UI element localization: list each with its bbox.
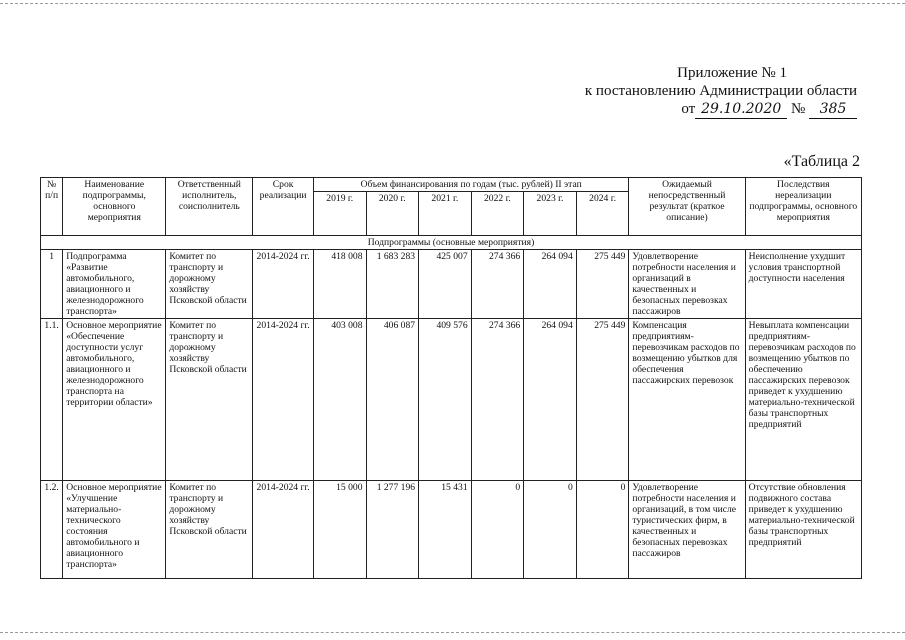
row-value: 275 449: [576, 319, 629, 481]
row-value: 1 277 196: [366, 481, 419, 579]
appendix-subtitle: к постановлению Администрации области: [584, 83, 857, 99]
row-value: 0: [524, 481, 577, 579]
section-title: Подпрограммы (основные мероприятия): [41, 236, 862, 250]
table-row: [41, 250, 862, 319]
row-value: 418 008: [313, 250, 366, 319]
row-value: 274 366: [471, 319, 524, 481]
header-name: Наименование подпрограммы, основного мероприятия: [63, 178, 166, 236]
row-value: 403 008: [313, 319, 366, 481]
table-label: «Таблица 2: [783, 153, 860, 170]
row-term: 2014-2024 гг.: [253, 319, 314, 481]
row-value: 409 576: [419, 319, 472, 481]
row-value: 264 094: [524, 250, 577, 319]
header-executor: Ответственный исполнитель, соисполнитель: [166, 178, 253, 236]
row-name: Основное мероприятие «Улучшение материально-технического состояния автомобильного и авиационного транспорта»: [63, 481, 166, 579]
row-value: 274 366: [471, 250, 524, 319]
header-year: 2022 г.: [471, 192, 524, 236]
table-row: [41, 319, 862, 481]
scan-edge-bottom: [0, 632, 905, 633]
row-executor: Комитет по транспорту и дорожному хозяйству Псковской области: [166, 250, 253, 319]
row-consequences: Невыплата компенсации предприятиям-перевозчикам расходов по возмещению убытков по обеспечению пассажирских перевозок приведет к ухудшению материально-технической базы транспортных предприятий: [745, 319, 861, 481]
row-executor: Комитет по транспорту и дорожному хозяйству Псковской области: [166, 481, 253, 579]
appendix-date-line: [585, 100, 857, 119]
row-executor: Комитет по транспорту и дорожному хозяйству Псковской области: [166, 319, 253, 481]
table-row: [41, 481, 862, 579]
header-consequences: Последствия нереализации подпрограммы, основного мероприятия: [745, 178, 861, 236]
row-num: 1.1.: [41, 319, 63, 481]
row-value: 15 000: [313, 481, 366, 579]
header-num: № п/п: [41, 178, 63, 236]
handwritten-number: 385: [809, 100, 857, 119]
header-year: 2020 г.: [366, 192, 419, 236]
header-year: 2021 г.: [419, 192, 472, 236]
row-term: 2014-2024 гг.: [253, 481, 314, 579]
appendix-header: [585, 64, 857, 119]
row-name: Основное мероприятие «Обеспечение доступности услуг автомобильного, авиационного и железнодорожного транспорта на территории области»: [63, 319, 166, 481]
header-year: 2019 г.: [313, 192, 366, 236]
row-num: 1.2.: [41, 481, 63, 579]
appendix-title: Приложение № 1: [677, 65, 787, 81]
row-value: 264 094: [524, 319, 577, 481]
date-prefix: от: [681, 101, 696, 117]
row-value: 0: [471, 481, 524, 579]
row-consequences: Отсутствие обновления подвижного состава приведет к ухудшению материально-технической базы транспортных предприятий: [745, 481, 861, 579]
header-funding-group: Объем финансирования по годам (тыс. рублей) II этап: [313, 178, 628, 192]
header-year: 2024 г.: [576, 192, 629, 236]
funding-table: [40, 177, 862, 579]
row-value: 0: [576, 481, 629, 579]
row-consequences: Неисполнение ухудшит условия транспортной доступности населения: [745, 250, 861, 319]
row-result: Компенсация предприятиям-перевозчикам расходов по возмещению убытков для обеспечения пассажирских перевозок: [629, 319, 745, 481]
number-label: №: [790, 101, 806, 117]
header-result: Ожидаемый непосредственный результат (краткое описание): [629, 178, 745, 236]
row-value: 15 431: [419, 481, 472, 579]
row-value: 425 007: [419, 250, 472, 319]
row-name: Подпрограмма «Развитие автомобильного, авиационного и железнодорожного транспорта»: [63, 250, 166, 319]
row-term: 2014-2024 гг.: [253, 250, 314, 319]
scan-edge-top: [0, 3, 905, 4]
handwritten-date: 29.10.2020: [695, 100, 787, 119]
row-result: Удовлетворение потребности населения и организаций, в том числе туристических фирм, в качественных и безопасных перевозках пассажиров: [629, 481, 745, 579]
row-num: 1: [41, 250, 63, 319]
header-term: Срок реализации: [253, 178, 314, 236]
row-value: 1 683 283: [366, 250, 419, 319]
row-result: Удовлетворение потребности населения и организаций в качественных и безопасных перевозках пассажиров: [629, 250, 745, 319]
header-year: 2023 г.: [524, 192, 577, 236]
row-value: 275 449: [576, 250, 629, 319]
row-value: 406 087: [366, 319, 419, 481]
